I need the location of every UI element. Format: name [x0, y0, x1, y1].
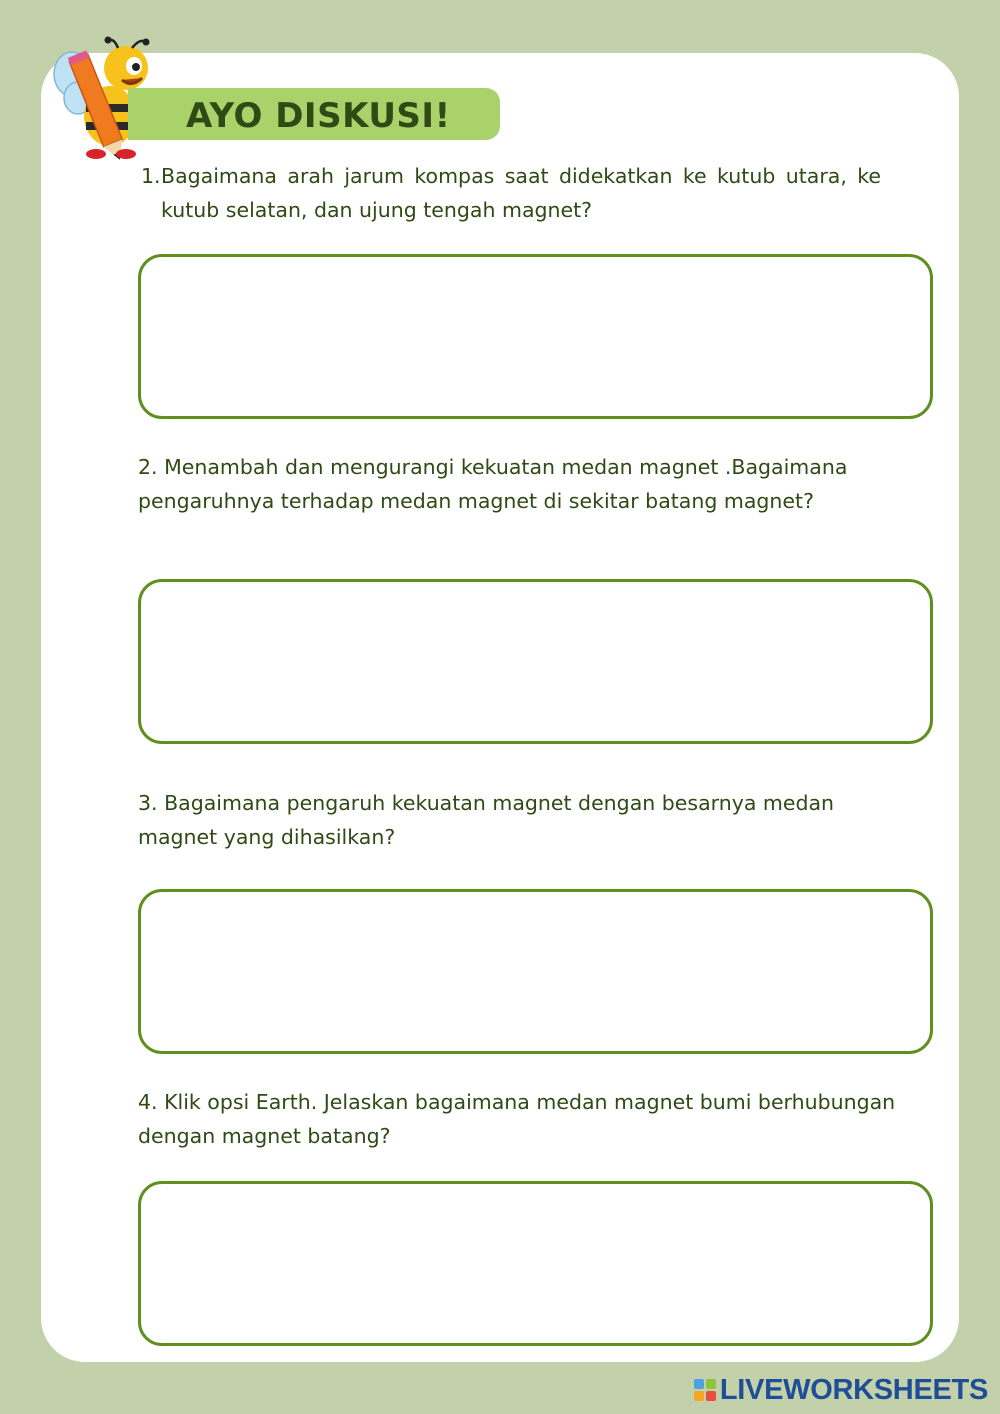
answer-box-1[interactable] [138, 254, 933, 419]
brand-name: LIVEWORKSHEETS [719, 1373, 988, 1406]
question-3-text: 3. Bagaimana pengaruh kekuatan magnet dengan besarnya medan magnet yang dihasilkan? [138, 791, 835, 849]
liveworksheets-brand [694, 1374, 988, 1406]
liveworksheets-logo-icon [694, 1379, 716, 1401]
question-1-text: Bagaimana arah jarum kompas saat didekatkan ke kutub utara, ke kutub selatan, dan ujung tengah magnet? [161, 164, 881, 222]
question-4-text: 4. Klik opsi Earth. Jelaskan bagaimana medan magnet bumi berhubungan dengan magnet batang? [138, 1090, 896, 1148]
page-title: AYO DISKUSI! [186, 96, 451, 136]
answer-box-3[interactable] [138, 889, 933, 1054]
question-1 [141, 159, 881, 227]
answer-box-4[interactable] [138, 1181, 933, 1346]
question-1-number: 1. [141, 164, 161, 188]
answer-box-2[interactable] [138, 579, 933, 744]
question-2-text: 2. Menambah dan mengurangi kekuatan medan magnet .Bagaimana pengaruhnya terhadap medan magnet di sekitar batang magnet? [138, 455, 848, 513]
